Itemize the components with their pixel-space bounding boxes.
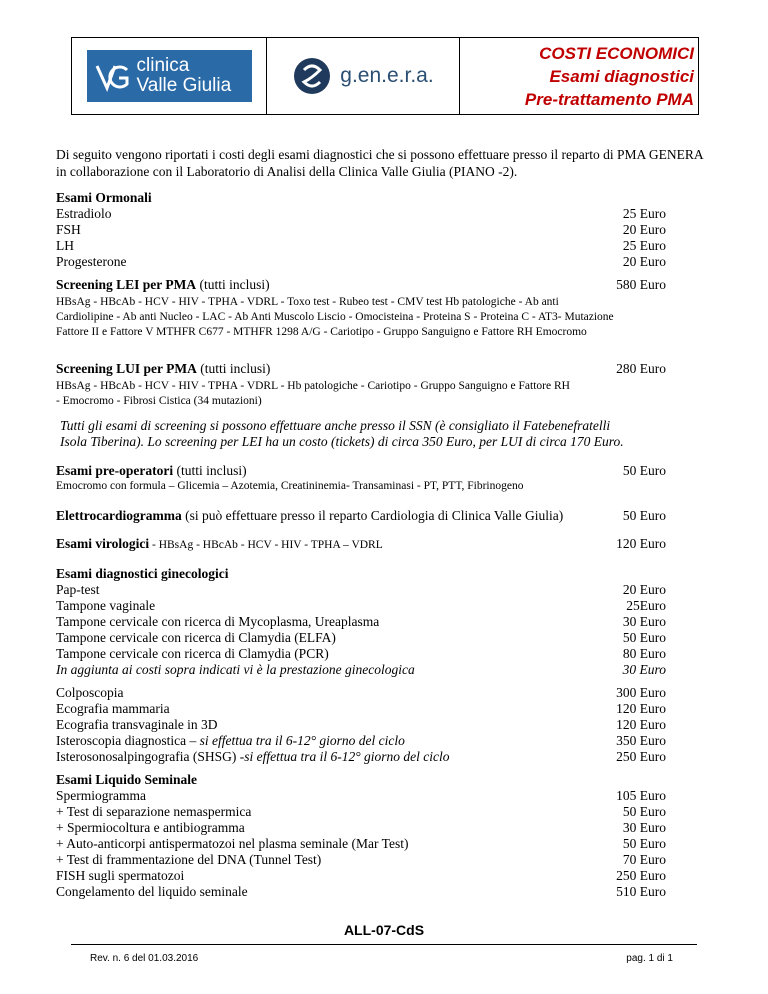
clinica-logo-cell xyxy=(72,38,267,114)
price: 30 Euro xyxy=(622,614,666,629)
document-header xyxy=(71,37,699,115)
price: 350 Euro xyxy=(616,733,666,748)
page-number: pag. 1 di 1 xyxy=(626,953,673,964)
list-item: + Auto-anticorpi antispermatozoi nel plasma seminale (Mar Test) 50 Euro xyxy=(56,836,666,851)
section-liquido-seminale xyxy=(56,772,666,900)
price: 50 Euro xyxy=(622,630,666,645)
section-ormonali xyxy=(56,190,666,270)
list-item: Congelamento del liquido seminale 510 Euro xyxy=(56,884,666,899)
title-line-2: Esami diagnostici xyxy=(549,67,694,86)
price: 50 Euro xyxy=(622,804,666,819)
price: 20 Euro xyxy=(622,222,666,237)
price: 250 Euro xyxy=(616,868,666,883)
header-title xyxy=(460,38,698,114)
list-item: + Spermiocoltura e antibiogramma 30 Euro xyxy=(56,820,666,835)
section-screening-lei: Screening LEI per PMA (tutti inclusi) 580 Euro HBsAg - HBcAb - HCV - HIV - TPHA - VDRL - Toxo test - Rubeo test - CMV test Hb patologiche - Ab anti Cardiolipine - Ab anti Nucleo - LAC - Ab Anti Muscolo Liscio - Omocisteina - Proteina S - Proteina C - AT3- Mutazione Fattore II e Fattore V MTHFR C677 - MTHFR 1298 A/G - Cariotipo - Gruppo Sanguigno e Fattore RH Emocromo xyxy=(56,277,666,338)
section-details: Emocromo con formula – Glicemia – Azotemia, Creatininemia- Transaminasi - PT, PTT, Fibrinogeno xyxy=(56,480,524,492)
list-item: Ecografia mammaria 120 Euro xyxy=(56,701,666,716)
list-item: Progesterone 20 Euro xyxy=(56,254,666,269)
list-item: Tampone cervicale con ricerca di Clamydia (PCR) 80 Euro xyxy=(56,646,666,661)
price: 300 Euro xyxy=(616,685,666,700)
price: 20 Euro xyxy=(622,582,666,597)
price: 120 Euro xyxy=(616,536,666,551)
logo-line-1: clinica xyxy=(136,55,190,76)
section-altri-esami xyxy=(56,685,666,765)
list-item: Spermiogramma 105 Euro xyxy=(56,788,666,803)
price: 30 Euro xyxy=(622,820,666,835)
genera-logo-cell xyxy=(267,38,460,114)
list-item: Tampone cervicale con ricerca di Clamydia (ELFA) 50 Euro xyxy=(56,630,666,645)
section-heading: Esami diagnostici ginecologici xyxy=(56,566,229,581)
price: 50 Euro xyxy=(622,836,666,851)
section-heading: Screening LEI per PMA xyxy=(56,277,197,292)
list-item: Tampone vaginale 25Euro xyxy=(56,598,666,613)
section-heading: Esami pre-operatori xyxy=(56,463,174,478)
revision-label: Rev. n. 6 del 01.03.2016 xyxy=(90,953,199,964)
section-pre-operatori: Esami pre-operatori (tutti inclusi) 50 Euro Emocromo con formula – Glicemia – Azotemia, Creatininemia- Transaminasi - PT, PTT, Fibrinogeno xyxy=(56,463,666,492)
list-item: Isteroscopia diagnostica – si effettua tra il 6-12° giorno del ciclo 350 Euro xyxy=(56,733,666,748)
section-details: HBsAg - HBcAb - HCV - HIV - TPHA - VDRL - Hb patologiche - Cariotipo - Gruppo Sanguigno e Fattore RH - Emocromo - Fibrosi Cistica (34 mutazioni) xyxy=(56,380,570,407)
price: 250 Euro xyxy=(616,749,666,764)
price: 20 Euro xyxy=(622,254,666,269)
logo-line-2: Valle Giulia xyxy=(136,75,232,96)
list-item: Colposcopia 300 Euro xyxy=(56,685,666,700)
genera-logo xyxy=(292,56,433,96)
list-item: Isterosonosalpingografia (SHSG) -si effettua tra il 6-12° giorno del ciclo 250 Euro xyxy=(56,749,666,764)
list-item: Estradiolo 25 Euro xyxy=(56,206,666,221)
list-item: + Test di separazione nemaspermica 50 Euro xyxy=(56,804,666,819)
price: 105 Euro xyxy=(616,788,666,803)
price: 120 Euro xyxy=(616,701,666,716)
clinica-valle-giulia-logo xyxy=(87,50,252,102)
section-heading: Elettrocardiogramma xyxy=(56,508,182,523)
list-item: FISH sugli spermatozoi 250 Euro xyxy=(56,868,666,883)
vg-monogram-icon xyxy=(93,56,133,96)
section-heading: Esami Ormonali xyxy=(56,190,152,205)
price: 280 Euro xyxy=(616,361,666,376)
genera-text: g.en.e.r.a. xyxy=(340,64,434,87)
price: 50 Euro xyxy=(622,463,666,478)
list-item: FSH 20 Euro xyxy=(56,222,666,237)
section-virologici: Esami virologici - HBsAg - HBcAb - HCV - HIV - TPHA – VDRL 120 Euro xyxy=(56,536,666,551)
list-item: Ecografia transvaginale in 3D 120 Euro xyxy=(56,717,666,732)
list-item: + Test di frammentazione del DNA (Tunnel Test) 70 Euro xyxy=(56,852,666,867)
list-item: Pap-test 20 Euro xyxy=(56,582,666,597)
section-heading: Esami Liquido Seminale xyxy=(56,772,198,787)
price: 25Euro xyxy=(626,598,666,613)
document-code: ALL-07-CdS xyxy=(343,922,425,938)
title-line-3: Pre-trattamento PMA xyxy=(524,90,694,109)
list-item: In aggiunta ai costi sopra indicati vi è la prestazione ginecologica 30 Euro xyxy=(56,662,666,677)
section-details: HBsAg - HBcAb - HCV - HIV - TPHA - VDRL - Toxo test - Rubeo test - CMV test Hb patologiche - Ab anti Cardiolipine - Ab anti Nucleo - LAC - Ab Anti Muscolo Liscio - Omocisteina - Proteina S - Proteina C - AT3- Mutazione Fattore II e Fattore V MTHFR C677 - MTHFR 1298 A/G - Cariotipo - Gruppo Sanguigno e Fattore RH Emocromo xyxy=(56,296,614,338)
price: 30 Euro xyxy=(622,662,666,677)
section-ginecologici xyxy=(56,566,666,678)
price: 25 Euro xyxy=(622,206,666,221)
list-item: LH 25 Euro xyxy=(56,238,666,253)
section-heading: Esami virologici xyxy=(56,536,150,551)
list-item: Tampone cervicale con ricerca di Mycoplasma, Ureaplasma 30 Euro xyxy=(56,614,666,629)
screening-note: Tutti gli esami di screening si possono effettuare anche presso il SSN (è consigliato il Fatebenefratelli Isola Tiberina). Lo screening per LEI ha un costo (tickets) di circa 350 Euro, per LUI di circa 170 Euro. xyxy=(60,418,624,449)
section-screening-lui: Screening LUI per PMA (tutti inclusi) 280 Euro HBsAg - HBcAb - HCV - HIV - TPHA - VDRL - Hb patologiche - Cariotipo - Gruppo Sanguigno e Fattore RH - Emocromo - Fibrosi Cistica (34 mutazioni) xyxy=(56,361,666,407)
genera-mark-icon xyxy=(292,56,332,96)
section-ecg: Elettrocardiogramma (si può effettuare presso il reparto Cardiologia di Clinica Valle Giulia) 50 Euro xyxy=(56,508,666,523)
price: 580 Euro xyxy=(616,277,666,292)
footer-divider xyxy=(71,944,697,945)
intro-paragraph: Di seguito vengono riportati i costi degli esami diagnostici che si possono effettuare presso il reparto di PMA GENERA in collaborazione con il Laboratorio di Analisi della Clinica Valle Giulia (PIANO -2). xyxy=(56,147,703,179)
price: 510 Euro xyxy=(616,884,666,899)
price: 80 Euro xyxy=(622,646,666,661)
price: 25 Euro xyxy=(622,238,666,253)
title-line-1: COSTI ECONOMICI xyxy=(539,44,694,63)
price: 120 Euro xyxy=(616,717,666,732)
price: 70 Euro xyxy=(622,852,666,867)
section-heading: Screening LUI per PMA xyxy=(56,361,197,376)
price: 50 Euro xyxy=(622,508,666,523)
